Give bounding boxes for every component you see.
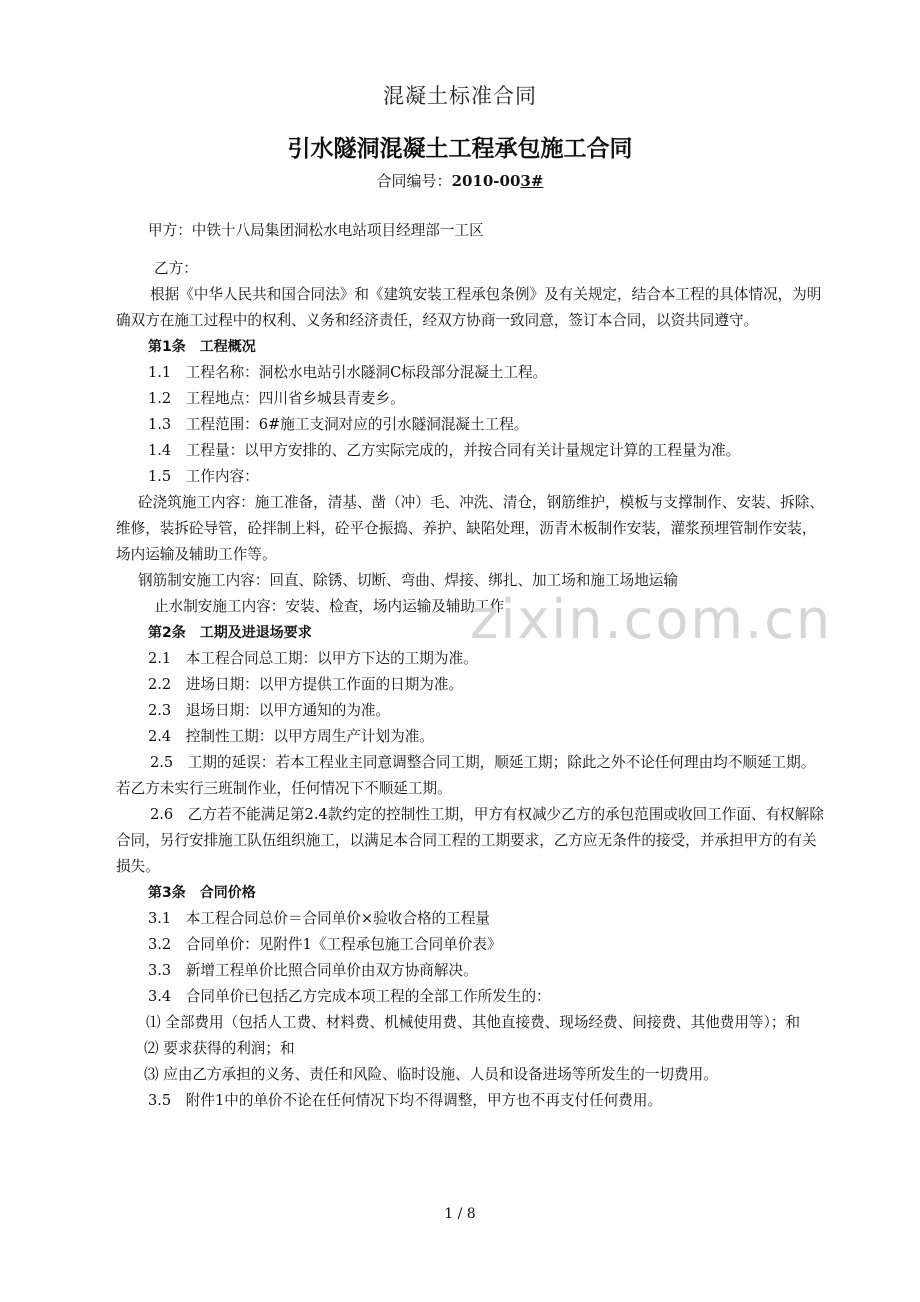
party-b: 乙方：: [154, 260, 198, 277]
clause-3-4-item-2: ⑵ 要求获得的利润；和: [144, 1040, 295, 1057]
clause-2-2: 2.2 进场日期：以甲方提供工作面的日期为准。: [148, 676, 464, 693]
party-a: 甲方：中铁十八局集团洞松水电站项目经理部一工区: [148, 222, 484, 239]
clause-3-5: 3.5 附件1中的单价不论在任何情况下均不得调整，甲方也不再支付任何费用。: [148, 1092, 663, 1109]
contract-number-label: 合同编号：: [376, 172, 452, 190]
clause-3-4-item-3: ⑶ 应由乙方承担的义务、责任和风险、临时设施、人员和设备进场等所发生的一切费用。: [144, 1066, 718, 1083]
clause-3-2: 3.2 合同单价：见附件1《工程承包施工合同单价表》: [148, 936, 502, 953]
work-content-concrete: 砼浇筑施工内容：施工准备，清基、凿（冲）毛、冲洗、清仓，钢筋维护，模板与支撑制作、安装、拆除、维修，装拆砼导管，砼拌制上料，砼平仓振捣、养护、缺陷处理，沥青木板制作安装，灌浆预埋管制作安装，场内运输及辅助工作等。: [116, 494, 824, 563]
contract-number-value: [452, 172, 544, 190]
clause-1-5: 1.5 工作内容：: [148, 468, 259, 485]
page-indicator: 1 / 8: [444, 1206, 476, 1222]
section-1-heading: 第1条 工程概况: [148, 339, 256, 355]
clause-2-6: 2.6 乙方若不能满足第2.4款约定的控制性工期，甲方有权减少乙方的承包范围或收回工作面、有权解除合同，另行安排施工队伍组织施工，以满足本合同工程的工期要求，乙方应无条件的接受，并承担甲方的有关损失。: [116, 806, 824, 875]
clause-1-1: 1.1 工程名称：洞松水电站引水隧洞C标段部分混凝土工程。: [148, 364, 548, 381]
clause-1-3: 1.3 工程范围：6#施工支洞对应的引水隧洞混凝土工程。: [148, 416, 529, 433]
clause-2-1: 2.1 本工程合同总工期：以甲方下达的工期为准。: [148, 650, 478, 667]
clause-3-1: 3.1 本工程合同总价＝合同单价×验收合格的工程量: [148, 910, 490, 927]
contract-number-suffix: 3#: [520, 172, 544, 190]
contract-number: [0, 170, 920, 191]
clause-1-2: 1.2 工程地点：四川省乡城县青麦乡。: [148, 390, 405, 407]
contract-body: [116, 218, 826, 1114]
clause-2-4: 2.4 控制性工期：以甲方周生产计划为准。: [148, 728, 434, 745]
section-3-heading: 第3条 合同价格: [148, 885, 256, 901]
clause-2-5: 2.5 工期的延误：若本工程业主同意调整合同工期，顺延工期；除此之外不论任何理由均不顺延工期。若乙方未实行三班制作业，任何情况下不顺延工期。: [116, 754, 816, 797]
contract-title: 引水隧洞混凝土工程承包施工合同: [287, 136, 633, 162]
clause-2-3: 2.3 退场日期：以甲方通知的为准。: [148, 702, 391, 719]
clause-1-4: 1.4 工程量：以甲方安排的、乙方实际完成的，并按合同有关计量规定计算的工程量为准。: [148, 442, 741, 459]
document-header: 混凝土标准合同: [383, 84, 537, 108]
contract-number-main: 2010-00: [451, 172, 521, 190]
work-content-rebar: 钢筋制安施工内容：回直、除锈、切断、弯曲、焊接、绑扎、加工场和施工场地运输: [138, 572, 678, 589]
clause-3-3: 3.3 新增工程单价比照合同单价由双方协商解决。: [148, 962, 478, 979]
intro-paragraph: 根据《中华人民共和国合同法》和《建筑安装工程承包条例》及有关规定，结合本工程的具体情况，为明确双方在施工过程中的权利、义务和经济责任，经双方协商一致同意，签订本合同，以资共同遵守。: [116, 286, 822, 329]
work-content-waterstop: 止水制安施工内容：安装、检查，场内运输及辅助工作: [154, 598, 505, 615]
clause-3-4: 3.4 合同单价已包括乙方完成本项工程的全部工作所发生的：: [148, 988, 551, 1005]
clause-3-4-item-1: ⑴ 全部费用（包括人工费、材料费、机械使用费、其他直接费、现场经费、间接费、其他费用等）；和: [146, 1014, 801, 1031]
section-2-heading: 第2条 工期及进退场要求: [148, 625, 312, 641]
watermark: zixin.com.cn: [470, 588, 833, 651]
